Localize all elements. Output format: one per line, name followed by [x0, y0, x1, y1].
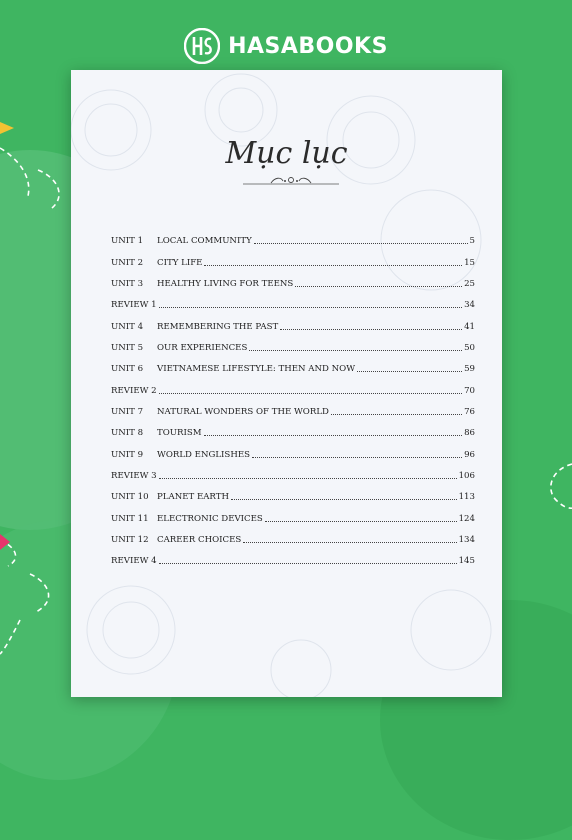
toc-row [111, 310, 475, 331]
toc-row [111, 545, 475, 566]
toc-unit-title: REMEMBERING THE PAST [157, 321, 279, 332]
toc-unit-title: HEALTHY LIVING FOR TEENS [157, 278, 294, 289]
toc-row [111, 353, 475, 374]
dot-leader [159, 392, 462, 394]
toc-unit-title: OUR EXPERIENCES [157, 342, 248, 353]
dot-leader [280, 328, 462, 330]
toc-unit-title: CITY LIFE [157, 257, 203, 268]
dot-leader [159, 562, 457, 564]
toc-page-number: 59 [464, 364, 475, 375]
toc-unit-label: UNIT 11 [111, 513, 149, 524]
toc-unit-label: UNIT 10 [111, 492, 149, 503]
toc-unit-title: LOCAL COMMUNITY [157, 236, 252, 247]
toc-list [111, 225, 475, 566]
toc-page-number: 113 [458, 492, 475, 503]
toc-row [111, 246, 475, 267]
toc-row [111, 374, 475, 395]
toc-row [111, 332, 475, 353]
toc-unit-label: UNIT 4 [111, 321, 144, 332]
dot-leader [265, 520, 457, 522]
toc-unit-label: UNIT 1 [111, 236, 144, 247]
dot-leader [254, 242, 468, 244]
toc-unit-label: REVIEW 4 [111, 556, 157, 567]
brand-header [0, 26, 572, 66]
toc-row [111, 289, 475, 310]
toc-unit-label: UNIT 7 [111, 406, 144, 417]
toc-page-number: 41 [464, 321, 475, 332]
toc-row [111, 417, 475, 438]
dot-leader [249, 349, 462, 351]
toc-row [111, 396, 475, 417]
toc-page-number: 124 [458, 513, 475, 524]
toc-page-number: 15 [464, 257, 475, 268]
toc-unit-label: REVIEW 1 [111, 300, 157, 311]
ornament-divider-icon [241, 174, 341, 186]
toc-page-number: 76 [464, 406, 475, 417]
toc-row [111, 460, 475, 481]
toc-page-number: 70 [464, 385, 475, 396]
dot-leader [204, 264, 462, 266]
toc-page-number: 96 [464, 449, 475, 460]
dot-leader [204, 434, 462, 436]
dot-leader [159, 306, 462, 308]
toc-page-number: 5 [469, 236, 475, 247]
dot-leader [295, 285, 462, 287]
toc-page-number: 50 [464, 342, 475, 353]
toc-unit-label: UNIT 6 [111, 364, 144, 375]
toc-unit-label: UNIT 2 [111, 257, 144, 268]
toc-unit-label: REVIEW 3 [111, 470, 157, 481]
toc-row [111, 225, 475, 246]
dot-leader [252, 456, 462, 458]
toc-row [111, 502, 475, 523]
dot-leader [331, 413, 462, 415]
toc-page-number: 25 [464, 278, 475, 289]
dot-leader [243, 541, 456, 543]
dot-leader [159, 477, 457, 479]
toc-unit-title: NATURAL WONDERS OF THE WORLD [157, 406, 329, 417]
toc-unit-title: ELECTRONIC DEVICES [157, 513, 263, 524]
pink-pennant-icon [0, 534, 10, 550]
toc-unit-title: CAREER CHOICES [157, 534, 242, 545]
toc-unit-label: UNIT 8 [111, 428, 144, 439]
toc-page-number: 34 [464, 300, 475, 311]
toc-row [111, 524, 475, 545]
brand-name: HASABOOKS [228, 33, 388, 59]
toc-unit-title: VIETNAMESE LIFESTYLE: THEN AND NOW [157, 364, 356, 375]
toc-unit-label: UNIT 12 [111, 534, 149, 545]
toc-page-number: 106 [458, 470, 475, 481]
toc-row [111, 481, 475, 502]
toc-unit-label: REVIEW 2 [111, 385, 157, 396]
toc-unit-label: UNIT 9 [111, 449, 144, 460]
toc-unit-label: UNIT 3 [111, 278, 144, 289]
toc-unit-title: TOURISM [157, 428, 202, 439]
toc-page [71, 70, 502, 697]
page-title: Mục lục [225, 136, 348, 171]
hs-logo-icon [184, 28, 220, 64]
dot-leader [357, 370, 462, 372]
toc-row [111, 268, 475, 289]
toc-page-number: 134 [458, 534, 475, 545]
toc-unit-title: PLANET EARTH [157, 492, 229, 503]
toc-row [111, 438, 475, 459]
toc-page-number: 145 [458, 556, 475, 567]
toc-unit-title: WORLD ENGLISHES [157, 449, 250, 460]
toc-page-number: 86 [464, 428, 475, 439]
dot-leader [231, 498, 457, 500]
toc-unit-label: UNIT 5 [111, 342, 144, 353]
yellow-pennant-icon [0, 122, 14, 134]
